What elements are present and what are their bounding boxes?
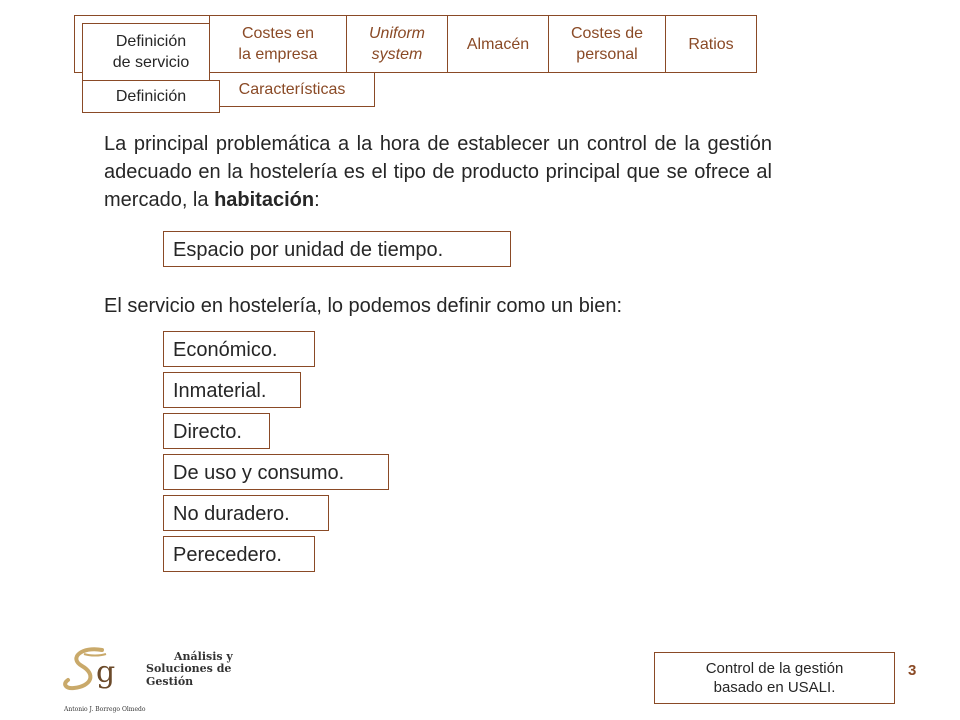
- tab-almacen[interactable]: [447, 15, 549, 73]
- intro-text-part2: :: [314, 189, 320, 211]
- page-number: 3: [908, 662, 917, 679]
- service-intro-text: El servicio en hostelería, lo podemos definir como un bien:: [104, 295, 623, 317]
- definition-box: [163, 231, 511, 267]
- definition-box-text: Espacio por unidad de tiempo.: [173, 239, 444, 261]
- property-item: [163, 413, 270, 449]
- tab-uniform-system[interactable]: [346, 15, 448, 73]
- footer-title-line2: basado en USALI.: [713, 679, 836, 696]
- logo-text-line2: Soluciones de Gestión: [146, 662, 232, 688]
- tab-costes-personal-label: Costes de personal: [570, 25, 644, 63]
- property-item-label: Directo.: [173, 421, 242, 443]
- property-item-label: No duradero.: [173, 503, 290, 525]
- property-item: [163, 454, 389, 490]
- property-item: [163, 372, 301, 408]
- sg-monogram-icon: [62, 640, 142, 702]
- tab-costes-empresa-label: Costes en la empresa: [238, 25, 318, 63]
- subtab-definicion-label: Definición: [115, 88, 187, 105]
- tab-uniform-system-label: Uniform system: [368, 25, 425, 63]
- tab-ratios[interactable]: [665, 15, 757, 73]
- service-intro: [104, 292, 772, 320]
- tab-definicion-servicio[interactable]: [82, 23, 220, 81]
- subtab-caracteristicas[interactable]: [209, 72, 375, 107]
- property-item: [163, 331, 315, 367]
- property-item: [163, 495, 329, 531]
- intro-text-part1: La principal problemática a la hora de establecer un control de la gestión adecuado en la hostelería es el tipo de producto principal que se ofrece al mercado, la: [104, 133, 772, 211]
- footer-title-box: [654, 652, 895, 704]
- intro-text-bold: habitación: [214, 189, 315, 211]
- logo-author: Antonio J. Borrego Olmedo: [64, 706, 146, 713]
- property-item-label: De uso y consumo.: [173, 462, 345, 484]
- company-logo: [62, 640, 282, 716]
- tab-costes-empresa[interactable]: [209, 15, 347, 73]
- tab-almacen-label: Almacén: [466, 35, 530, 53]
- svg-text:g: g: [96, 655, 116, 690]
- tab-definicion-servicio-label: Definición de servicio: [112, 33, 190, 71]
- subtab-definicion[interactable]: [82, 80, 220, 113]
- logo-text-line1: Análisis y: [174, 650, 233, 663]
- subtab-caracteristicas-label: Características: [238, 81, 346, 98]
- tab-ratios-label: Ratios: [688, 35, 734, 53]
- intro-paragraph: [104, 130, 772, 214]
- tab-costes-personal[interactable]: [548, 15, 666, 73]
- property-item: [163, 536, 315, 572]
- property-item-label: Económico.: [173, 339, 278, 361]
- property-item-label: Inmaterial.: [173, 380, 267, 402]
- footer-title-line1: Control de la gestión: [705, 660, 844, 677]
- property-item-label: Perecedero.: [173, 544, 282, 566]
